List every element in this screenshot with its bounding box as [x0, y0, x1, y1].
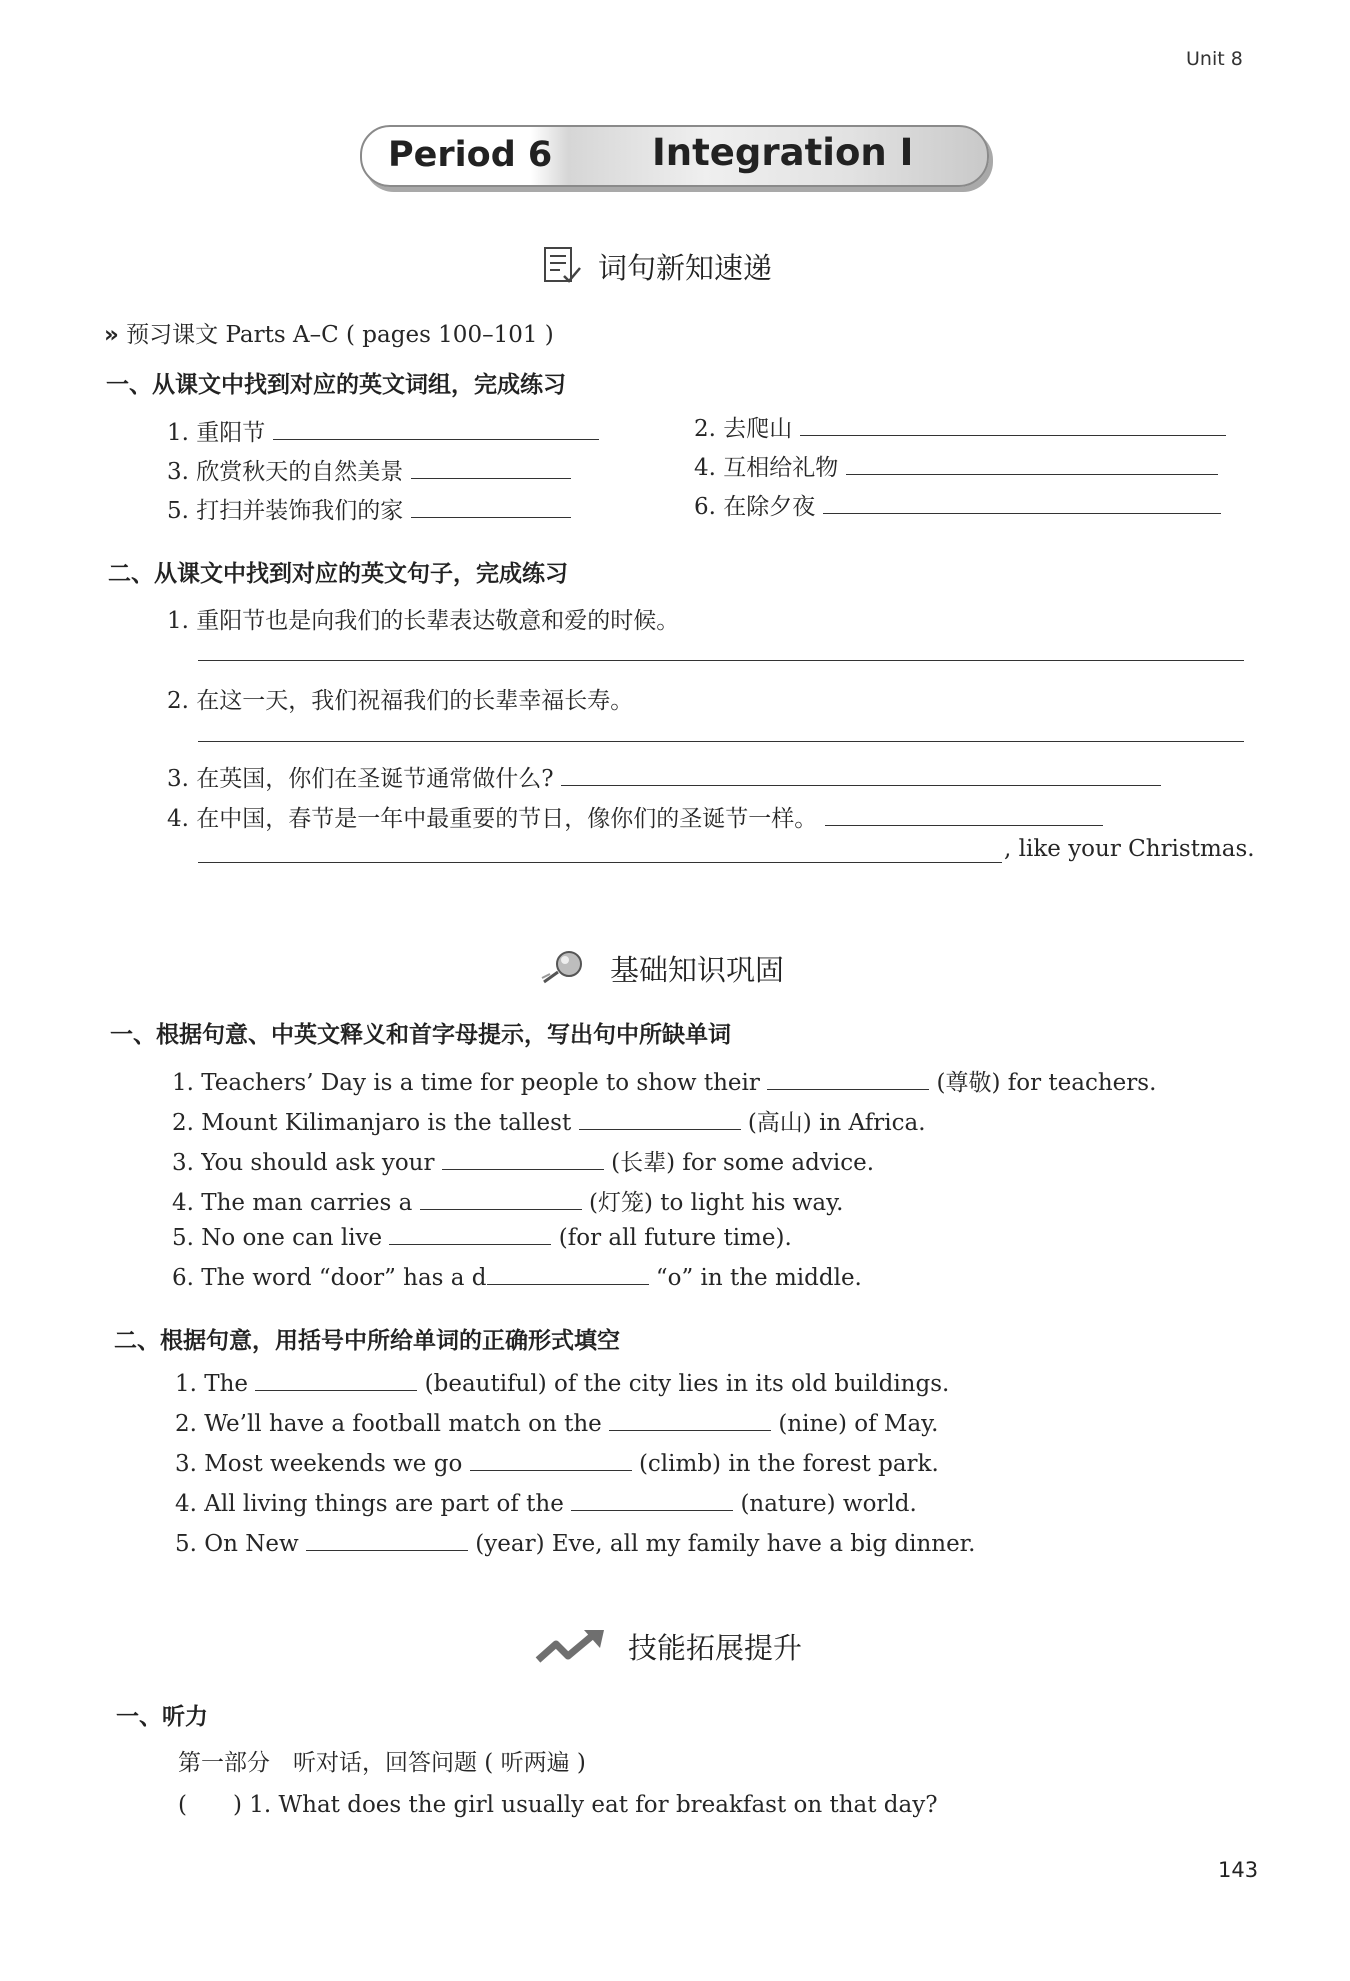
period-title: Integration I: [652, 131, 914, 174]
double-chevron-icon: »: [104, 322, 119, 348]
exercise-item: 4. The man carries a (灯笼) to light his way.: [172, 1190, 844, 1216]
unit-label: Unit 8: [1186, 48, 1243, 70]
section-title-skills: 技能拓展提升: [628, 1631, 803, 1665]
sentence-item: 3. 在英国，你们在圣诞节通常做什么?: [167, 760, 1161, 793]
phrase-item: 6. 在除夕夜: [694, 488, 1221, 521]
answer-line: [198, 741, 1244, 742]
sentence-item: 1. 重阳节也是向我们的长辈表达敬意和爱的时候。: [167, 608, 680, 634]
heading-listening: 一、听力: [116, 1704, 208, 1730]
phrase-item: 4. 互相给礼物: [694, 449, 1218, 482]
exercise-item: 2. Mount Kilimanjaro is the tallest (高山) in Africa.: [172, 1110, 926, 1136]
preview-note: » 预习课文 Parts A–C ( pages 100–101 ): [104, 322, 554, 348]
heading-missing-words: 一、根据句意、中英文释义和首字母提示，写出句中所缺单词: [110, 1022, 731, 1048]
exercise-item: 1. Teachers’ Day is a time for people to show their (尊敬) for teachers.: [172, 1070, 1157, 1096]
magnifier-icon: [540, 948, 590, 992]
sentence-item: 4. 在中国，春节是一年中最重要的节日，像你们的圣诞节一样。: [167, 800, 1103, 833]
exercise-item: 2. We’ll have a football match on the (nine) of May.: [175, 1411, 939, 1437]
answer-line: [198, 862, 1002, 863]
question-item: ( ) 1. What does the girl usually eat for breakfast on that day?: [178, 1792, 938, 1818]
answer-bracket[interactable]: ( ): [178, 1792, 242, 1818]
exercise-item: 5. No one can live (for all future time).: [172, 1225, 792, 1251]
exercise-item: 3. Most weekends we go (climb) in the forest park.: [175, 1451, 939, 1477]
period-banner: [360, 125, 989, 187]
heading-phrases: 一、从课文中找到对应的英文词组，完成练习: [106, 372, 566, 398]
exercise-item: 5. On New (year) Eve, all my family have a big dinner.: [175, 1531, 976, 1557]
heading-sentences: 二、从课文中找到对应的英文句子，完成练习: [108, 561, 568, 587]
phrase-item: 2. 去爬山: [694, 410, 1226, 443]
trend-arrow-icon: [534, 1626, 610, 1672]
period-label: Period 6: [388, 135, 553, 175]
heading-word-forms: 二、根据句意，用括号中所给单词的正确形式填空: [114, 1328, 620, 1354]
section-title-basics: 基础知识巩固: [610, 953, 785, 987]
sentence-tail: , like your Christmas.: [1004, 836, 1255, 862]
exercise-item: 3. You should ask your (长辈) for some advice.: [172, 1150, 875, 1176]
phrase-item: 3. 欣赏秋天的自然美景: [167, 453, 571, 486]
exercise-item: 1. The (beautiful) of the city lies in its old buildings.: [175, 1371, 950, 1397]
phrase-item: 1. 重阳节: [167, 414, 599, 447]
phrase-item: 5. 打扫并装饰我们的家: [167, 492, 571, 525]
answer-line: [198, 660, 1244, 661]
notes-icon: [540, 244, 584, 292]
section-title-vocab: 词句新知速递: [598, 251, 773, 285]
exercise-item: 4. All living things are part of the (nature) world.: [175, 1491, 917, 1517]
page-number: 143: [1218, 1858, 1259, 1882]
listening-subheading: 第一部分 听对话，回答问题 ( 听两遍 ): [178, 1750, 586, 1776]
exercise-item: 6. The word “door” has a d “o” in the middle.: [172, 1265, 862, 1291]
sentence-item: 2. 在这一天，我们祝福我们的长辈幸福长寿。: [167, 688, 634, 714]
